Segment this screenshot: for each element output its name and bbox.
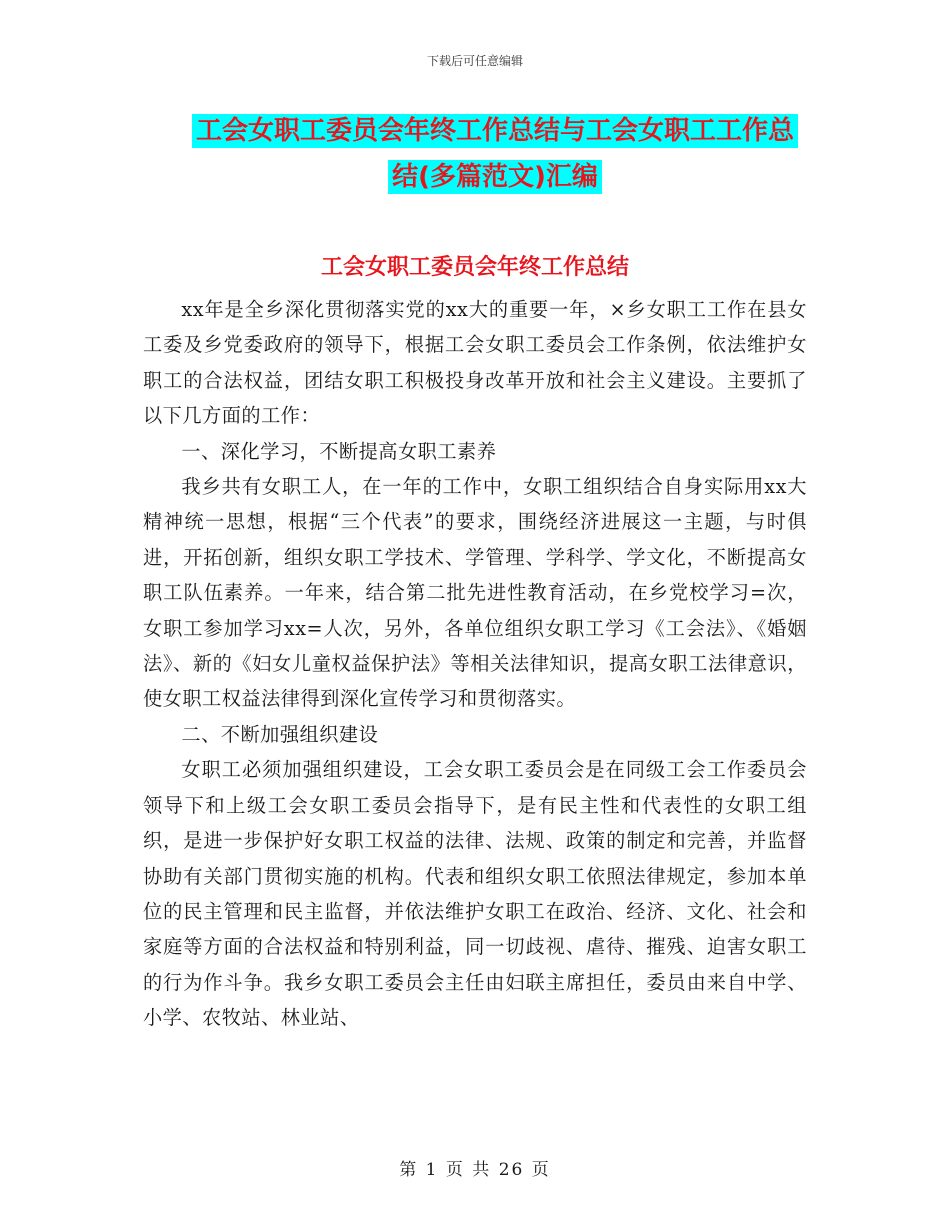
title-line-1: 工会女职工委员会年终工作总结与工会女职工工作总 (192, 114, 798, 148)
heading-section-2: 二、不断加强组织建设 (181, 722, 379, 746)
paragraph-section-2: 女职工必须加强组织建设，工会女职工委员会是在同级工会工作委员会领导下和上级工会女职工委员会指导下，是有民主性和代表性的女职工组织，是进一步保护好女职工权益的法律、法规、政策的制定和完善，并监督协助有关部门贯彻实施的机构。代表和组织女职工依照法律规定，参加本单位的民主管理和民主监督，并依法维护女职工在政治、经济、文化、社会和家庭等方面的合法权益和特别利益，同一切歧视、虐待、摧残、迫害女职工的行为作斗争。我乡女职工委员会主任由妇联主席担任，委员由来自中学、小学、农牧站、林业站、 (143, 758, 807, 1030)
document-body (143, 292, 807, 1036)
paragraph-intro: xx年是全乡深化贯彻落实党的xx大的重要一年，×乡女职工工作在县女工委及乡党委政府的领导下，根据工会女职工委员会工作条例，依法维护女职工的合法权益，团结女职工积极投身改革开放和社会主义建设。主要抓了以下几方面的工作： (143, 298, 807, 428)
document-title (150, 108, 840, 200)
heading-section-1: 一、深化学习，不断提高女职工素养 (181, 439, 497, 463)
paragraph-section-1: 我乡共有女职工人，在一年的工作中，女职工组织结合自身实际用xx大精神统一思想，根据“三个代表”的要求，围绕经济进展这一主题，与时俱进，开拓创新，组织女职工学技术、学管理、学科学、学文化，不断提高女职工队伍素养。一年来，结合第二批先进性教育活动，在乡党校学习=次，女职工参加学习xx=人次，另外，各单位组织女职工学习《工会法》、《婚姻法》、新的《妇女儿童权益保护法》等相关法律知识，提高女职工法律意识，使女职工权益法律得到深化宣传学习和贯彻落实。 (143, 475, 807, 711)
page-footer: 第 1 页 共 26 页 (399, 1160, 551, 1180)
title-line-2: 结(多篇范文)汇编 (388, 160, 602, 194)
header-note: 下载后可任意编辑 (426, 54, 523, 68)
section-title: 工会女职工委员会年终工作总结 (320, 255, 629, 280)
